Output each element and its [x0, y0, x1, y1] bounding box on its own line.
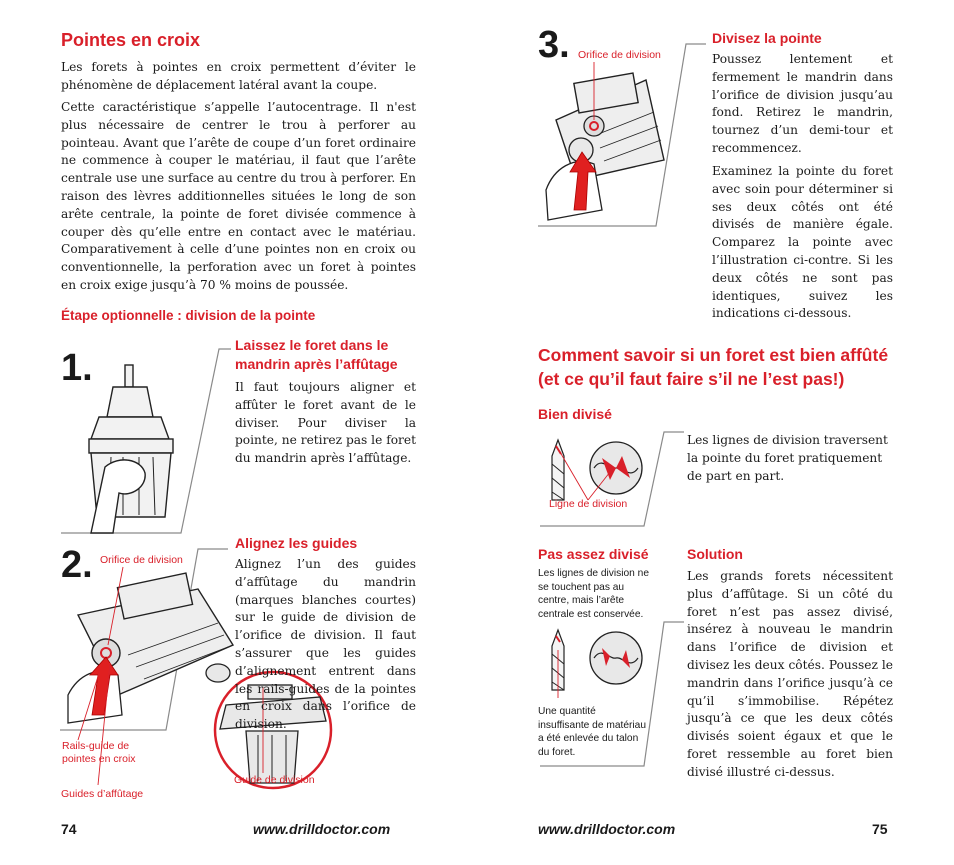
intro-paragraph-1: Les forets à pointes en croix permettent d’éviter le phénomène de déplacement latéral avant la coupe.	[61, 60, 416, 92]
step-1-number: 1.	[61, 347, 93, 389]
left-page-title: Pointes en croix	[61, 30, 201, 50]
right-page-url: www.drilldoctor.com	[538, 821, 676, 837]
ligne-division-label: Ligne de division	[549, 498, 628, 510]
step-3-paragraph-2: Examinez la pointe du foret avec soin pour déterminer si ses deux côtés ont été divisés de manière égale. Comparez la pointe avec l’illustration ci-contre. Si les deux côtés ne sont pas identiques, suivez les indications ci-dessous.	[712, 164, 893, 321]
intro-paragraph-2: Cette caractéristique s’appelle l’autocentrage. Il n'est plus nécessaire de centrer le trou à perforer au pointeau. Avant que l’arête de coupe d’un foret ordinaire ne commence à couper le matériau, il faut que l’arête centrale use une surface au centre du trou à perforer. En raison des lèvres additionnelles situées le long de son arête centrale, la pointe de foret divisée commence à couper dès qu’elle entre en contact avec le matériau. Comparativement à celle d’une pointes non en croix ou conventionnelle, la perforation avec un foret à pointes en croix exige jusqu’à 70 % moins de poussée.	[61, 100, 416, 292]
pas-assez-heading: Pas assez divisé	[538, 546, 649, 562]
bien-divise-text: Les lignes de division traversent la pointe du foret pratiquement de part en part.	[687, 433, 888, 483]
step-1-heading: Laissez le foret dans le mandrin après l’affûtage	[235, 337, 398, 372]
label-orifice-division: Orifice de division	[100, 554, 183, 566]
section-title	[538, 343, 888, 391]
section-title-line-1: Comment savoir si un foret est bien affûté	[538, 345, 889, 365]
section-title-line-2: (et ce qu’il faut faire s’il ne l’est pas!)	[538, 369, 845, 389]
step-2-text	[235, 556, 416, 734]
left-page-url: www.drilldoctor.com	[253, 821, 391, 837]
step-3-number: 3.	[538, 24, 570, 66]
pas-assez-caption-top: Les lignes de division ne se touchent pas au centre, mais l’arête centrale est conservée.	[538, 568, 650, 620]
step-3-heading: Divisez la pointe	[712, 30, 822, 46]
right-page-number: 75	[872, 821, 888, 837]
label-guides-affutage: Guides d’affûtage	[61, 788, 144, 800]
bien-divise-heading: Bien divisé	[538, 406, 612, 422]
step-3-label-orifice: Orifice de division	[578, 49, 661, 61]
step-3-push-illustration	[536, 40, 708, 230]
label-rails-guide: Rails-guide de pointes en croix	[62, 740, 136, 765]
step-2-number: 2.	[61, 544, 93, 586]
left-page-number: 74	[61, 821, 77, 837]
step-2-text-content: Alignez l’un des guides d’affûtage du mandrin (marques blanches courtes) sur le guide de division de l’orifice de division. Il faut s’assurer que les guides d’alignement entrent dans les rails-guides de la pointes en croix dans l’orifice de division.	[235, 557, 416, 732]
solution-heading: Solution	[687, 546, 743, 562]
solution-text: Les grands forets nécessitent plus d’affûtage. Si un côté du foret n’est pas assez divisé, insérez à nouveau le mandrin dans l’orifice de division et divisez les deux côtés. Poussez le mandrin dans l’orifice jusqu’à ce qu’il s’immobilise. Répétez jusqu’à ce que les deux côtés divisés soient égaux et que le foret ressemble au foret bien divisé illustré ci-dessus.	[687, 569, 893, 779]
step-2-heading: Alignez les guides	[235, 535, 358, 551]
step-1-text: Il faut toujours aligner et affûter le foret avant de le diviser. Pour diviser la pointe, ne retirez pas le foret du mandrin après l’affûtage.	[235, 380, 416, 466]
optional-step-heading: Étape optionnelle : division de la pointe	[61, 308, 316, 323]
bien-divise-drill-illustration	[538, 430, 686, 530]
pas-assez-caption-bottom: Une quantité insuffisante de matériau a été enlevée du talon du foret.	[538, 706, 646, 758]
step-3-paragraph-1: Poussez lentement et fermement le mandrin dans l’orifice de division jusqu’au fond. Retirez le mandrin, tournez d’un demi-tour et recommencez.	[712, 52, 893, 155]
step-1-chuck-illustration	[61, 347, 231, 537]
label-guide-division: Guide de division	[234, 774, 315, 786]
